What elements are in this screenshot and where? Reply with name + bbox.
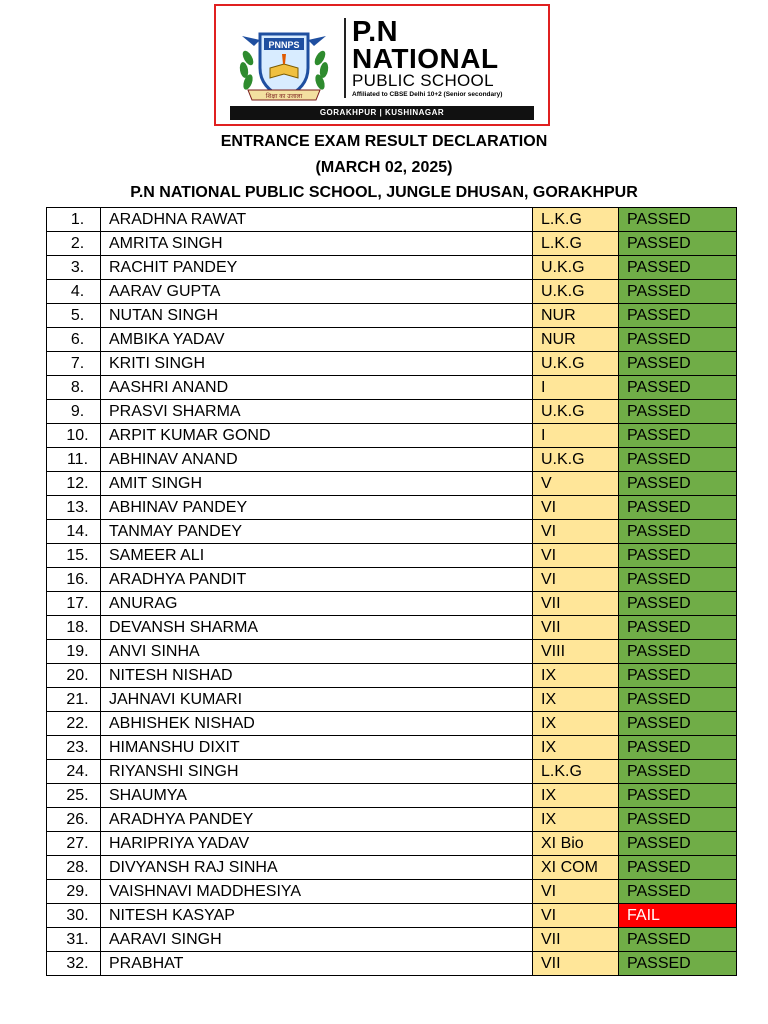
result-status-cell: PASSED [619,280,737,304]
student-name-cell: AMIT SINGH [101,472,533,496]
table-row [47,280,737,304]
serial-number-cell: 4. [47,280,101,304]
class-cell: IX [533,784,619,808]
result-status-cell: PASSED [619,496,737,520]
serial-number-cell: 9. [47,400,101,424]
serial-number-cell: 6. [47,328,101,352]
student-name-cell: JAHNAVI KUMARI [101,688,533,712]
student-name-cell: AMRITA SINGH [101,232,533,256]
student-name-cell: ANURAG [101,592,533,616]
serial-number-cell: 16. [47,568,101,592]
table-row [47,928,737,952]
student-name-cell: TANMAY PANDEY [101,520,533,544]
student-name-cell: PRASVI SHARMA [101,400,533,424]
class-cell: IX [533,688,619,712]
class-cell: VII [533,928,619,952]
class-cell: VII [533,952,619,976]
logo-location-bar: GORAKHPUR | KUSHINAGAR [230,106,534,120]
table-row [47,328,737,352]
student-name-cell: ABHINAV PANDEY [101,496,533,520]
result-status-cell: PASSED [619,928,737,952]
result-status-cell: PASSED [619,736,737,760]
table-row [47,640,737,664]
brand-affiliation: Affiliated to CBSE Delhi 10+2 (Senior secondary) [352,91,503,98]
table-row [47,304,737,328]
serial-number-cell: 27. [47,832,101,856]
table-row [47,568,737,592]
result-status-cell: PASSED [619,832,737,856]
table-row [47,520,737,544]
result-status-cell: PASSED [619,352,737,376]
emblem-ribbon-text: शिक्षा का उजाला [265,93,303,100]
class-cell: U.K.G [533,256,619,280]
class-cell: IX [533,808,619,832]
emblem-text: PNNPS [268,40,300,50]
table-row [47,352,737,376]
class-cell: I [533,376,619,400]
class-cell: VI [533,880,619,904]
school-emblem-icon [234,18,334,106]
result-status-cell: PASSED [619,760,737,784]
result-status-cell: PASSED [619,520,737,544]
table-row [47,880,737,904]
student-name-cell: ARADHNA RAWAT [101,208,533,232]
table-row [47,736,737,760]
serial-number-cell: 11. [47,448,101,472]
serial-number-cell: 14. [47,520,101,544]
student-name-cell: AARAVI SINGH [101,928,533,952]
result-status-cell: PASSED [619,256,737,280]
student-name-cell: VAISHNAVI MADDHESIYA [101,880,533,904]
serial-number-cell: 26. [47,808,101,832]
result-status-cell: PASSED [619,400,737,424]
result-status-cell: PASSED [619,544,737,568]
result-status-cell: PASSED [619,232,737,256]
student-name-cell: SAMEER ALI [101,544,533,568]
exam-date: (MARCH 02, 2025) [315,159,453,176]
serial-number-cell: 12. [47,472,101,496]
student-name-cell: AARAV GUPTA [101,280,533,304]
class-cell: NUR [533,328,619,352]
class-cell: U.K.G [533,400,619,424]
result-status-cell: PASSED [619,448,737,472]
class-cell: VI [533,520,619,544]
serial-number-cell: 20. [47,664,101,688]
student-name-cell: HARIPRIYA YADAV [101,832,533,856]
student-name-cell: RIYANSHI SINGH [101,760,533,784]
table-row [47,424,737,448]
class-cell: U.K.G [533,280,619,304]
table-row [47,448,737,472]
serial-number-cell: 30. [47,904,101,928]
brand-line-pn: P.N [352,16,399,48]
table-row [47,712,737,736]
result-status-cell: PASSED [619,376,737,400]
serial-number-cell: 10. [47,424,101,448]
result-status-cell: PASSED [619,472,737,496]
student-name-cell: KRITI SINGH [101,352,533,376]
result-status-cell: PASSED [619,664,737,688]
serial-number-cell: 7. [47,352,101,376]
student-name-cell: ARADHYA PANDEY [101,808,533,832]
class-cell: XI Bio [533,832,619,856]
serial-number-cell: 25. [47,784,101,808]
student-name-cell: ABHINAV ANAND [101,448,533,472]
class-cell: VI [533,496,619,520]
class-cell: L.K.G [533,760,619,784]
student-name-cell: AMBIKA YADAV [101,328,533,352]
result-status-cell: PASSED [619,208,737,232]
page-title: ENTRANCE EXAM RESULT DECLARATION [220,133,548,150]
student-name-cell: SHAUMYA [101,784,533,808]
class-cell: VII [533,592,619,616]
table-row [47,808,737,832]
result-status-cell: PASSED [619,688,737,712]
serial-number-cell: 1. [47,208,101,232]
student-name-cell: RACHIT PANDEY [101,256,533,280]
result-status-cell: PASSED [619,640,737,664]
class-cell: I [533,424,619,448]
result-status-cell: PASSED [619,616,737,640]
serial-number-cell: 13. [47,496,101,520]
serial-number-cell: 23. [47,736,101,760]
serial-number-cell: 22. [47,712,101,736]
table-row [47,856,737,880]
table-row [47,256,737,280]
serial-number-cell: 8. [47,376,101,400]
class-cell: NUR [533,304,619,328]
student-name-cell: NITESH NISHAD [101,664,533,688]
student-name-cell: NITESH KASYAP [101,904,533,928]
school-address: P.N NATIONAL PUBLIC SCHOOL, JUNGLE DHUSAN, GORAKHPUR [130,184,638,201]
table-row [47,616,737,640]
serial-number-cell: 3. [47,256,101,280]
results-table [46,207,737,976]
serial-number-cell: 29. [47,880,101,904]
class-cell: U.K.G [533,448,619,472]
class-cell: V [533,472,619,496]
serial-number-cell: 19. [47,640,101,664]
class-cell: VII [533,616,619,640]
table-row [47,592,737,616]
serial-number-cell: 24. [47,760,101,784]
results-table-body [47,208,737,976]
class-cell: L.K.G [533,232,619,256]
result-status-cell: PASSED [619,424,737,448]
student-name-cell: AASHRI ANAND [101,376,533,400]
class-cell: VI [533,544,619,568]
student-name-cell: DIVYANSH RAJ SINHA [101,856,533,880]
student-name-cell: ABHISHEK NISHAD [101,712,533,736]
table-row [47,952,737,976]
brand-line-public-school: PUBLIC SCHOOL [352,71,494,90]
student-name-cell: ARPIT KUMAR GOND [101,424,533,448]
result-status-cell: PASSED [619,856,737,880]
table-row [47,232,737,256]
class-cell: XI COM [533,856,619,880]
table-row [47,664,737,688]
result-status-cell: PASSED [619,328,737,352]
table-row [47,832,737,856]
class-cell: VI [533,568,619,592]
student-name-cell: HIMANSHU DIXIT [101,736,533,760]
table-row [47,760,737,784]
class-cell: IX [533,664,619,688]
serial-number-cell: 32. [47,952,101,976]
result-status-cell: PASSED [619,304,737,328]
student-name-cell: DEVANSH SHARMA [101,616,533,640]
student-name-cell: ARADHYA PANDIT [101,568,533,592]
serial-number-cell: 18. [47,616,101,640]
table-row [47,472,737,496]
result-status-cell: PASSED [619,592,737,616]
class-cell: VIII [533,640,619,664]
class-cell: IX [533,736,619,760]
brand-line-national: NATIONAL [352,43,499,74]
class-cell: U.K.G [533,352,619,376]
serial-number-cell: 2. [47,232,101,256]
table-row [47,496,737,520]
result-status-cell: PASSED [619,808,737,832]
table-row [47,208,737,232]
student-name-cell: NUTAN SINGH [101,304,533,328]
result-status-cell: PASSED [619,568,737,592]
serial-number-cell: 28. [47,856,101,880]
table-row [47,688,737,712]
class-cell: IX [533,712,619,736]
serial-number-cell: 5. [47,304,101,328]
table-row [47,784,737,808]
student-name-cell: PRABHAT [101,952,533,976]
result-status-cell: PASSED [619,784,737,808]
result-status-cell: PASSED [619,712,737,736]
serial-number-cell: 21. [47,688,101,712]
serial-number-cell: 17. [47,592,101,616]
table-row [47,544,737,568]
table-row [47,904,737,928]
class-cell: L.K.G [533,208,619,232]
serial-number-cell: 31. [47,928,101,952]
school-brand [344,18,536,98]
student-name-cell: ANVI SINHA [101,640,533,664]
result-status-cell: FAIL [619,904,737,928]
school-logo [214,4,550,126]
result-status-cell: PASSED [619,880,737,904]
class-cell: VI [533,904,619,928]
serial-number-cell: 15. [47,544,101,568]
table-row [47,400,737,424]
table-row [47,376,737,400]
result-status-cell: PASSED [619,952,737,976]
